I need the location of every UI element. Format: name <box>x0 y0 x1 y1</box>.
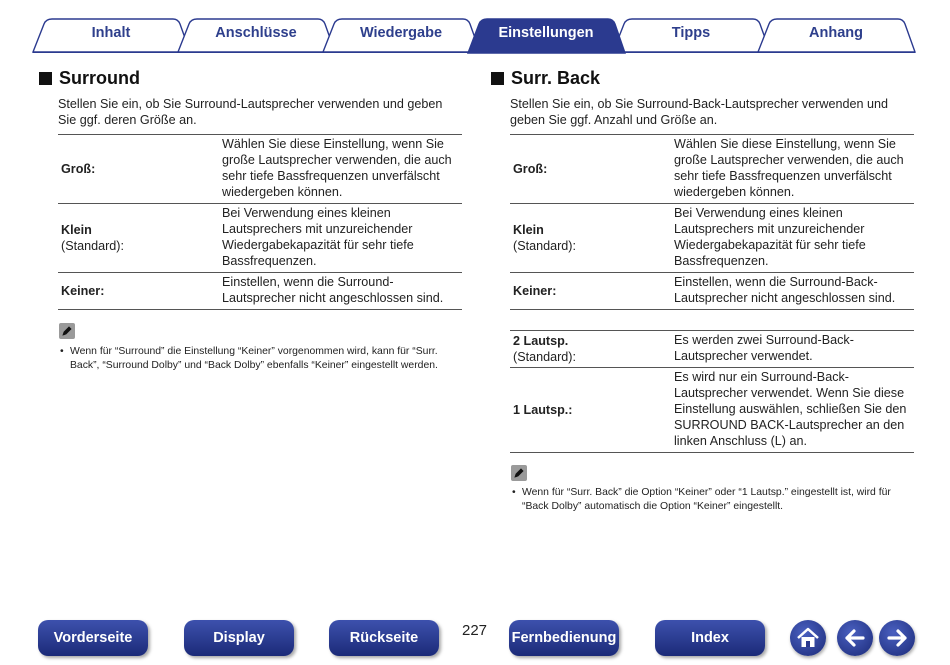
option-desc: Es werden zwei Surround-Back-Lautsprecher verwendet. <box>674 331 914 368</box>
surround-options-table <box>58 134 462 310</box>
option-sub: (Standard): <box>513 350 576 364</box>
option-key: 2 Lautsp. <box>513 334 569 348</box>
note-pencil-icon <box>511 465 527 481</box>
index-button[interactable]: Index <box>655 620 765 656</box>
option-desc: Wählen Sie diese Einstellung, wenn Sie große Lautsprecher verwenden, die auch sehr tiefe Bassfrequenzen unverfälscht wiedergeben können. <box>222 135 462 204</box>
option-sub: (Standard): <box>61 239 124 253</box>
table-row <box>58 273 462 310</box>
arrow-left-icon <box>837 620 873 656</box>
tab-inhalt[interactable]: Inhalt <box>91 25 131 41</box>
option-key: Keiner: <box>513 284 557 298</box>
home-button[interactable] <box>790 620 826 656</box>
heading-square-icon <box>491 72 504 85</box>
previous-page-button[interactable] <box>837 620 873 656</box>
surr-back-title: Surr. Back <box>511 67 601 88</box>
heading-square-icon <box>39 72 52 85</box>
option-key: Groß: <box>513 162 548 176</box>
option-key: Groß: <box>61 162 96 176</box>
option-key: Klein <box>61 223 92 237</box>
surr-back-size-table <box>510 134 914 310</box>
option-key: Klein <box>513 223 544 237</box>
option-sub: (Standard): <box>513 239 576 253</box>
page-number: 227 <box>462 622 488 639</box>
surr-back-heading <box>490 66 895 90</box>
surround-description: Stellen Sie ein, ob Sie Surround-Lautsprecher verwenden und geben Sie ggf. deren Größe an. <box>58 97 443 127</box>
rueckseite-button[interactable]: Rückseite <box>329 620 439 656</box>
tab-wiedergabe[interactable]: Wiedergabe <box>359 25 443 41</box>
tab-tipps[interactable]: Tipps <box>671 25 711 41</box>
surr-back-note: • Wenn für “Surr. Back” die Option “Keiner” oder “1 Lautsp.” eingestellt ist, wird für “Back Dolby” automatisch die Option “Keiner” eingestellt. <box>512 487 891 512</box>
table-row <box>58 135 462 204</box>
surround-heading <box>38 66 443 90</box>
table-row <box>510 331 914 368</box>
tab-anschluesse[interactable]: Anschlüsse <box>215 25 297 41</box>
option-desc: Es wird nur ein Surround-Back-Lautsprecher verwendet. Wenn Sie diese Einstellung auswählen, schließen Sie den SURROUND BACK-Lautsprecher an den linken Anschluss (L) an. <box>674 368 914 453</box>
display-button[interactable]: Display <box>184 620 294 656</box>
option-desc: Bei Verwendung eines kleinen Lautsprechers mit unzureichender Wiedergabekapazität für sehr tiefe Bassfrequenzen. <box>222 204 462 273</box>
surr-back-description: Stellen Sie ein, ob Sie Surround-Back-Lautsprecher verwenden und geben Sie ggf. Anzahl und Größe an. <box>510 97 889 127</box>
next-page-button[interactable] <box>879 620 915 656</box>
option-desc: Einstellen, wenn die Surround-Back-Lautsprecher nicht angeschlossen sind. <box>674 273 914 310</box>
vorderseite-button[interactable]: Vorderseite <box>38 620 148 656</box>
option-desc: Wählen Sie diese Einstellung, wenn Sie große Lautsprecher verwenden, die auch sehr tiefe Bassfrequenzen unverfälscht wiedergeben können. <box>674 135 914 204</box>
tab-anhang[interactable]: Anhang <box>809 25 863 41</box>
table-row <box>510 273 914 310</box>
table-row <box>58 204 462 273</box>
surround-title: Surround <box>59 67 140 88</box>
table-row <box>510 204 914 273</box>
note-pencil-icon <box>59 323 75 339</box>
table-row <box>510 368 914 453</box>
surround-section <box>38 66 452 310</box>
option-key: Keiner: <box>61 284 105 298</box>
home-icon <box>790 620 826 656</box>
option-key: 1 Lautsp.: <box>513 403 573 417</box>
option-desc: Bei Verwendung eines kleinen Lautsprechers mit unzureichender Wiedergabekapazität für sehr tiefe Bassfrequenzen. <box>674 204 914 273</box>
fernbedienung-button[interactable]: Fernbedienung <box>509 620 619 656</box>
surr-back-section <box>490 66 907 453</box>
surr-back-count-table <box>510 330 914 453</box>
option-desc: Einstellen, wenn die Surround-Lautsprecher nicht angeschlossen sind. <box>222 273 462 310</box>
arrow-right-icon <box>879 620 915 656</box>
table-row <box>510 135 914 204</box>
surround-note: • Wenn für “Surround” die Einstellung “Keiner” vorgenommen wird, kann für “Surr. Back”, “Surround Dolby” und “Back Dolby” ebenfalls “Keiner” eingestellt werden. <box>60 346 438 371</box>
tab-einstellungen[interactable]: Einstellungen <box>498 25 594 41</box>
